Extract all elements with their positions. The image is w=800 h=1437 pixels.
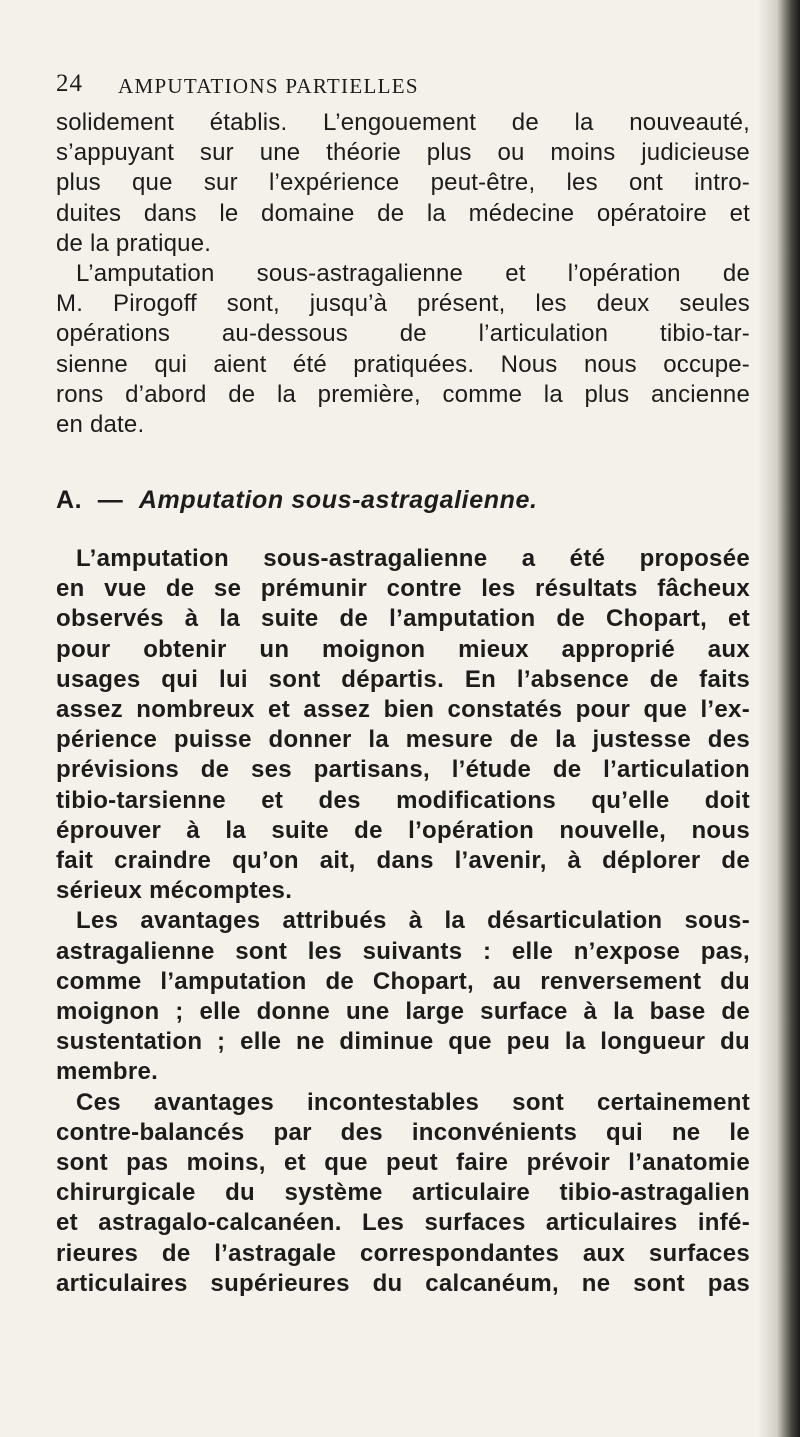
running-title: AMPUTATIONS PARTIELLES: [118, 74, 419, 98]
text-line: M. Pirogoff sont, jusqu’à présent, les deux seules: [56, 290, 750, 318]
text-line: prévisions de ses partisans, l’étude de l’articulation: [56, 756, 750, 784]
text-line: chirurgicale du système articulaire tibio-astragalien: [56, 1179, 750, 1207]
text-line: moignon ; elle donne une large surface à la base de: [56, 998, 750, 1026]
text-line: L’amputation sous-astragalienne et l’opération de: [76, 260, 750, 288]
text-line: sustentation ; elle ne diminue que peu la longueur du: [56, 1028, 750, 1056]
text-line: périence puisse donner la mesure de la justesse des: [56, 726, 750, 754]
text-line: assez nombreux et assez bien constatés pour que l’ex-: [56, 696, 750, 724]
text-line: L’amputation sous-astragalienne a été proposée: [76, 545, 750, 572]
text-line: duites dans le domaine de la médecine opératoire et: [56, 199, 750, 227]
section-heading: [56, 486, 750, 515]
text-line: plus que sur l’expérience peut-être, les ont intro-: [56, 169, 750, 197]
text-line: rieures de l’astragale correspondantes aux surfaces: [56, 1239, 750, 1267]
text-line: s’appuyant sur une théorie plus ou moins judicieuse: [56, 139, 750, 167]
intro-paragraphs: [56, 108, 750, 440]
text-line: comme l’amputation de Chopart, au renversement du: [56, 967, 750, 995]
text-line: de la pratique.: [56, 229, 212, 257]
page-edge-shadow: [758, 0, 800, 1437]
text-line: solidement établis. L’engouement de la nouveauté,: [56, 109, 750, 136]
section-letter: A.: [56, 486, 83, 514]
text-line: articulaires supérieures du calcanéum, ne sont pas: [56, 1269, 750, 1297]
text-line: tibio-tarsienne et des modifications qu’elle doit: [56, 786, 750, 814]
text-line: Ces avantages incontestables sont certainement: [76, 1088, 750, 1116]
page-number: 24: [56, 70, 83, 97]
text-line: sienne qui aient été pratiquées. Nous nous occupe-: [56, 350, 750, 378]
text-line: sont pas moins, et que peut faire prévoir l’anatomie: [56, 1149, 750, 1177]
text-line: rons d’abord de la première, comme la plus ancienne: [56, 380, 750, 408]
text-line: contre-balancés par des inconvénients qui ne le: [56, 1118, 750, 1146]
body-paragraphs: [56, 544, 750, 1299]
text-line: éprouver à la suite de l’opération nouvelle, nous: [56, 816, 750, 844]
section-dash: —: [97, 486, 124, 514]
text-line: astragalienne sont les suivants : elle n’expose pas,: [56, 937, 750, 965]
page-header: [56, 70, 756, 104]
text-line: fait craindre qu’on ait, dans l’avenir, à déplorer de: [56, 847, 750, 875]
text-line: pour obtenir un moignon mieux approprié aux: [56, 635, 750, 663]
text-line: observés à la suite de l’amputation de Chopart, et: [56, 605, 750, 633]
text-line: membre.: [56, 1058, 159, 1086]
text-line: et astragalo-calcanéen. Les surfaces articulaires infé-: [56, 1209, 750, 1237]
text-line: opérations au-dessous de l’articulation tibio-tar-: [56, 320, 750, 348]
text-line: en vue de se prémunir contre les résultats fâcheux: [56, 575, 750, 603]
text-line: usages qui lui sont départis. En l’absence de faits: [56, 665, 750, 693]
text-line: sérieux mécomptes.: [56, 877, 293, 905]
text-line: en date.: [56, 411, 145, 439]
section-title: Amputation sous-astragalienne.: [138, 486, 538, 514]
text-line: Les avantages attribués à la désarticulation sous-: [76, 907, 750, 935]
